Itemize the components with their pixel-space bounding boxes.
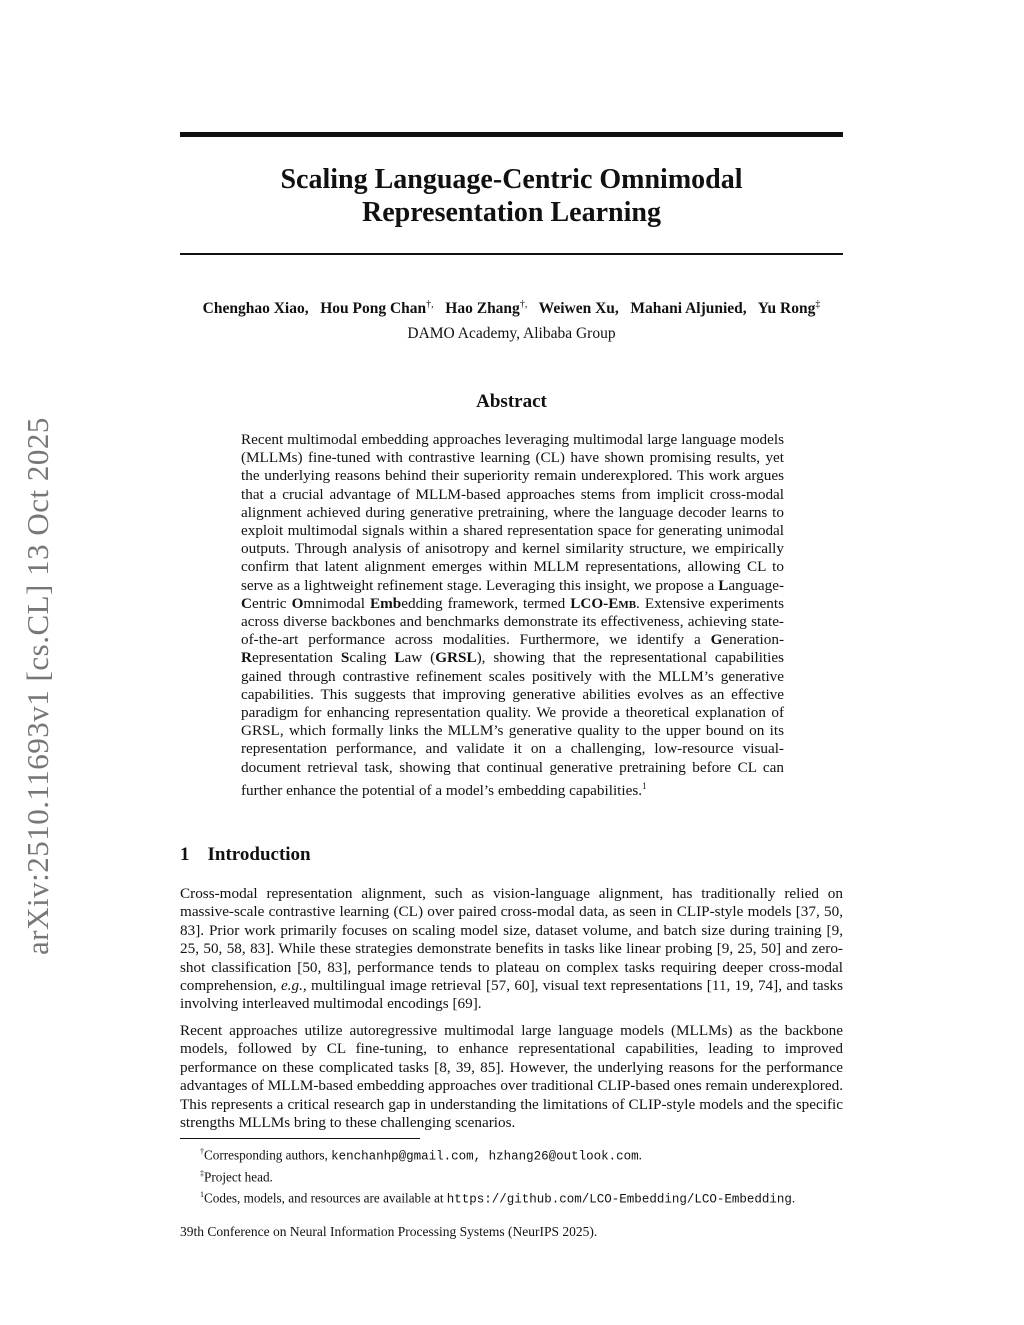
- title-rule-bottom: [180, 253, 843, 255]
- abstract-run: epresentation: [251, 649, 341, 667]
- footnote-mark: †: [200, 1147, 204, 1156]
- abstract-run: entric: [251, 594, 292, 612]
- author-mark: †,: [426, 299, 434, 310]
- abstract-bold: G: [710, 631, 723, 649]
- paragraph-italic: e.g.,: [280, 977, 307, 995]
- abstract-bold: C: [241, 594, 252, 612]
- author-list: [140, 299, 883, 318]
- footnote-url-link[interactable]: https://github.com/LCO-Embedding/LCO-Embedding: [446, 1192, 792, 1207]
- footnote-mark: 1: [200, 1189, 204, 1199]
- abstract-run: aw (: [404, 649, 436, 667]
- footnote-text: .: [791, 1190, 796, 1206]
- author-name: Chenghao Xiao,: [202, 300, 309, 318]
- footnote-text: Project head.: [204, 1169, 273, 1185]
- footnote-text: .: [638, 1147, 642, 1163]
- intro-paragraph-1: [180, 885, 843, 1014]
- footnote: [200, 1143, 860, 1165]
- section-number: 1: [180, 844, 190, 865]
- abstract-run: mnimodal: [303, 594, 370, 612]
- abstract-run: caling: [349, 649, 395, 667]
- arxiv-identifier: arXiv:2510.11693v1 [cs.CL] 13 Oct 2025: [20, 417, 55, 955]
- abstract-bold: L: [718, 576, 729, 594]
- affiliation: DAMO Academy, Alibaba Group: [407, 325, 616, 342]
- footnote-mark: ‡: [200, 1169, 204, 1179]
- abstract-bold: O: [291, 594, 304, 612]
- author-name: Yu Rong: [757, 300, 816, 318]
- footnote-text: Codes, models, and resources are available at: [204, 1190, 447, 1206]
- abstract-run: anguage-: [728, 576, 784, 594]
- footnote-divider: [180, 1138, 420, 1139]
- footnote-emails[interactable]: kenchanhp@gmail.com, hzhang26@outlook.com: [331, 1149, 639, 1164]
- footnote: [200, 1165, 860, 1185]
- author-name: Hao Zhang: [445, 300, 520, 318]
- abstract-run: edding framework, termed: [401, 594, 571, 612]
- paragraph-run: Cross-modal representation alignment, such as vision-language alignment, has traditionally relied on massive-scale contrastive learning (CL) over paired cross-modal data, as seen in CLIP-style models [37, 50, 83]. Prior work primarily focuses on scaling model size, dataset volume, and batch size during training [9, 25, 50, 58, 83]. While these strategies demonstrate benefits in tasks like linear probing [9, 25, 50] and zero-shot classification [50, 83], performance tends to plateau on complex tasks requiring deeper cross-modal comprehension,: [180, 885, 843, 995]
- abstract-run: Recent multimodal embedding approaches leveraging multimodal large language models (MLLMs) fine-tuned with contrastive learning (CL) have shown promising results, yet the underlying reasons behind their superiority remain underexplored. This work argues that a crucial advantage of MLLM-based approaches stems from implicit cross-modal alignment achieved during generative pretraining, where the language decoder learns to exploit multimodal signals within a shared representation space for generating unimodal outputs. Through analysis of anisotropy and kernel similarity structure, we empirically confirm that latent alignment emerges within MLLM representations, allowing CL to serve as a lightweight refinement stage. Leveraging this insight, we propose a: [241, 431, 784, 594]
- conference-footer: 39th Conference on Neural Information Processing Systems (NeurIPS 2025).: [180, 1224, 598, 1239]
- paper-title: [180, 163, 843, 229]
- author-name: Hou Pong Chan: [320, 300, 427, 318]
- author-name: Weiwen Xu,: [538, 300, 619, 318]
- abstract-text: [241, 431, 784, 800]
- title-line-2: Representation Learning: [362, 197, 661, 228]
- footnote-ref[interactable]: 1: [642, 780, 647, 791]
- abstract-run: . Extensive experiments across diverse backbones and benchmarks demonstrate its effectiveness, achieving state-of-the-art performance across modalities. Furthermore, we identify a: [241, 594, 784, 649]
- abstract-bold: R: [241, 649, 252, 667]
- author-mark: ‡: [815, 299, 821, 310]
- method-name: LCO-Emb: [570, 594, 637, 612]
- section-title: Introduction: [207, 844, 311, 865]
- title-rule-top: [180, 132, 843, 137]
- abstract-heading: Abstract: [476, 391, 547, 412]
- abstract-bold: Emb: [370, 594, 402, 612]
- abstract-bold: L: [394, 649, 405, 667]
- intro-paragraph-2: Recent approaches utilize autoregressive multimodal large language models (MLLMs) as the backbone models, followed by CL fine-tuning, to enhance representational capabilities, leading to improved performance on these complicated tasks [8, 39, 85]. However, the underlying reasons for the performance advantages of MLLM-based embedding approaches over traditional CLIP-based ones remain underexplored. This represents a critical research gap in understanding the limitations of CLIP-style models and the specific strengths MLLMs bring to these challenging scenarios.: [180, 1022, 843, 1132]
- abstract-run: ), showing that the representational capabilities gained through contrastive refinement scales positively with the MLLM’s generative capabilities. This suggests that improving generative abilities evolves as an effective paradigm for enhancing representation quality. We provide a theoretical explanation of GRSL, which formally links the MLLM’s generative quality to the upper bound on its representation performance, and validate it on a challenging, low-resource visual-document retrieval task, showing that continual generative pretraining before CL can further enhance the potential of a model’s embedding capabilities.: [241, 649, 785, 799]
- footnote-text: Corresponding authors,: [204, 1147, 332, 1163]
- author-name: Mahani Aljunied,: [630, 300, 747, 318]
- paragraph-run: multilingual image retrieval [57, 60], visual text representations [11, 19, 74], and tasks involving interleaved multimodal encodings [69].: [180, 977, 843, 1013]
- author-mark: †,: [519, 299, 528, 310]
- section-heading-introduction: [180, 844, 311, 866]
- abstract-bold: GRSL: [435, 649, 477, 667]
- title-line-1: Scaling Language-Centric Omnimodal: [280, 164, 743, 195]
- footnote: [200, 1186, 860, 1208]
- abstract-run: eneration-: [722, 631, 784, 649]
- abstract-bold: S: [340, 649, 350, 667]
- footnotes: [200, 1143, 860, 1208]
